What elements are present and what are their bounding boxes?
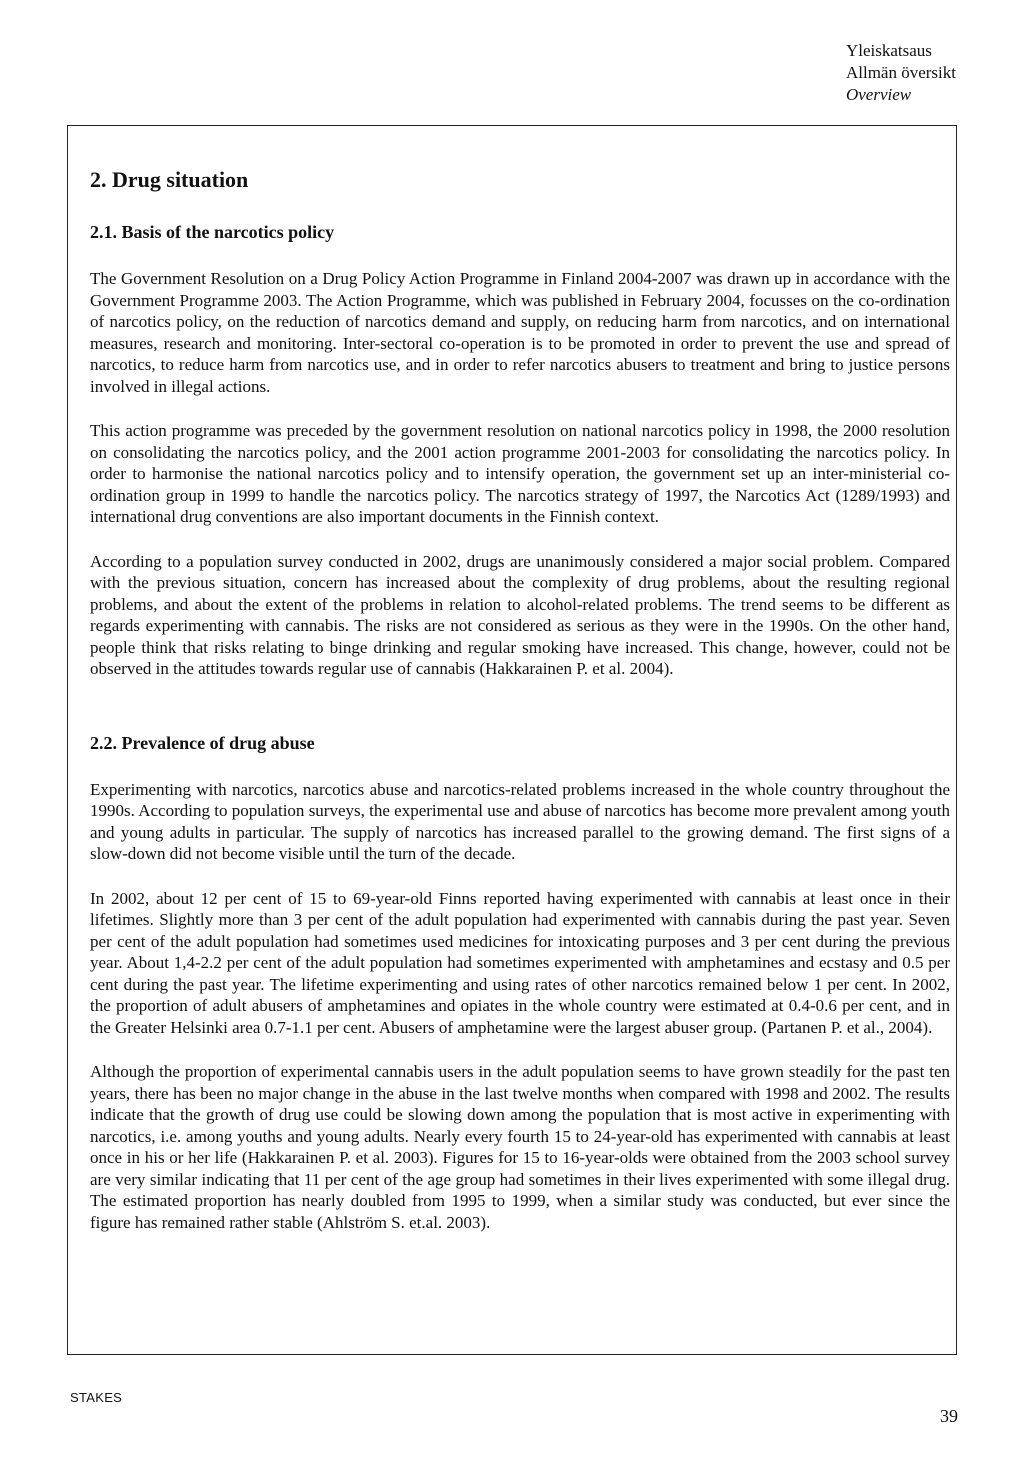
paragraph-prevalence-3: Although the proportion of experimental cannabis users in the adult population seems to have grown steadily for the past ten years, there has been no major change in the abuse in the last twelve months when compared with 1998 and 2002. The results indicate that the growth of drug use could be slowing down among the population that is most active in experimenting with narcotics, i.e. among youths and young adults. Nearly every fourth 15 to 24-year-old has experimented with cannabis at least once in his or her life (Hakkarainen P. et al. 2003). Figures for 15 to 16-year-olds were obtained from the 2003 school survey are very similar indicating that 11 per cent of the age group had sometimes in their lives experimented with some illegal drug. The estimated proportion has nearly doubled from 1995 to 1999, when a similar study was conducted, but ever since the figure has remained rather stable (Ahlström S. et.al. 2003).: [90, 1062, 950, 1232]
paragraph-prevalence-1: Experimenting with narcotics, narcotics abuse and narcotics-related problems increased in the whole country throughout the 1990s. According to population surveys, the experimental use and abuse of narcotics has become more prevalent among youth and young adults in particular. The supply of narcotics has increased parallel to the growing demand. The first signs of a slow-down did not become visible until the turn of the decade.: [90, 779, 950, 863]
section-title: 2. Drug situation: [90, 167, 249, 192]
running-head-swedish: Allmän översikt: [845, 63, 956, 82]
paragraph-basis-3: According to a population survey conducted in 2002, drugs are unanimously considered a major social problem. Compared with the previous situation, concern has increased about the complexity of drug problems, about the resulting regional problems, and about the extent of the problems in relation to alcohol-related problems. The trend seems to be different as regards experimenting with cannabis. The risks are not considered as serious as they were in the 1990s. On the other hand, people think that risks relating to binge drinking and regular smoking have increased. This change, however, could not be observed in the attitudes towards regular use of cannabis (Hakkarainen P. et al. 2004).: [90, 551, 950, 678]
publisher-label: STAKES: [70, 1390, 123, 1405]
paragraph-basis-2: This action programme was preceded by the government resolution on national narcotics policy in 1998, the 2000 resolution on consolidating the narcotics policy, and the 2001 action programme 2001-2003 for consolidating the narcotics policy. In order to harmonise the national narcotics policy and to intensify operation, the government set up an inter-ministerial co-ordination group in 1999 to handle the narcotics policy. The narcotics strategy of 1997, the Narcotics Act (1289/1993) and international drug conventions are also important documents in the Finnish context.: [90, 421, 950, 526]
paragraph-basis-1: The Government Resolution on a Drug Policy Action Programme in Finland 2004-2007 was drawn up in accordance with the Government Programme 2003. The Action Programme, which was published in February 2004, focusses on the co-ordination of narcotics policy, on the reduction of narcotics demand and supply, on reducing harm from narcotics, and on international measures, research and monitoring. Inter-sectoral co-operation is to be promoted in order to prevent the use and spread of narcotics, to reduce harm from narcotics use, and in order to refer narcotics abusers to treatment and bring to justice persons involved in illegal actions.: [90, 269, 950, 396]
subsection-title-prevalence: 2.2. Prevalence of drug abuse: [90, 732, 315, 753]
section-spacer: [90, 703, 950, 731]
running-head: [846, 40, 956, 106]
page-content: [90, 166, 950, 1256]
running-head-english: Overview: [845, 85, 912, 104]
subsection-title-basis: 2.1. Basis of the narcotics policy: [90, 222, 335, 242]
running-head-finnish: Yleiskatsaus: [845, 41, 932, 60]
paragraph-prevalence-2: In 2002, about 12 per cent of 15 to 69-year-old Finns reported having experimented with cannabis at least once in their lifetimes. Slightly more than 3 per cent of the adult population had experimented with cannabis during the past year. Seven per cent of the adult population had sometimes used medicines for intoxicating purposes and 3 per cent during the previous year. About 1,4-2.2 per cent of the adult population had sometimes experimented with amphetamines and ecstasy and 0.5 per cent during the past year. The lifetime experimenting and using rates of other narcotics remained below 1 per cent. In 2002, the proportion of adult abusers of amphetamines and opiates in the whole country were estimated at 0.4-0.6 per cent, and in the Greater Helsinki area 0.7-1.1 per cent. Abusers of amphetamine were the largest abuser group. (Partanen P. et al., 2004).: [90, 888, 950, 1037]
page-number: 39: [940, 1406, 958, 1426]
